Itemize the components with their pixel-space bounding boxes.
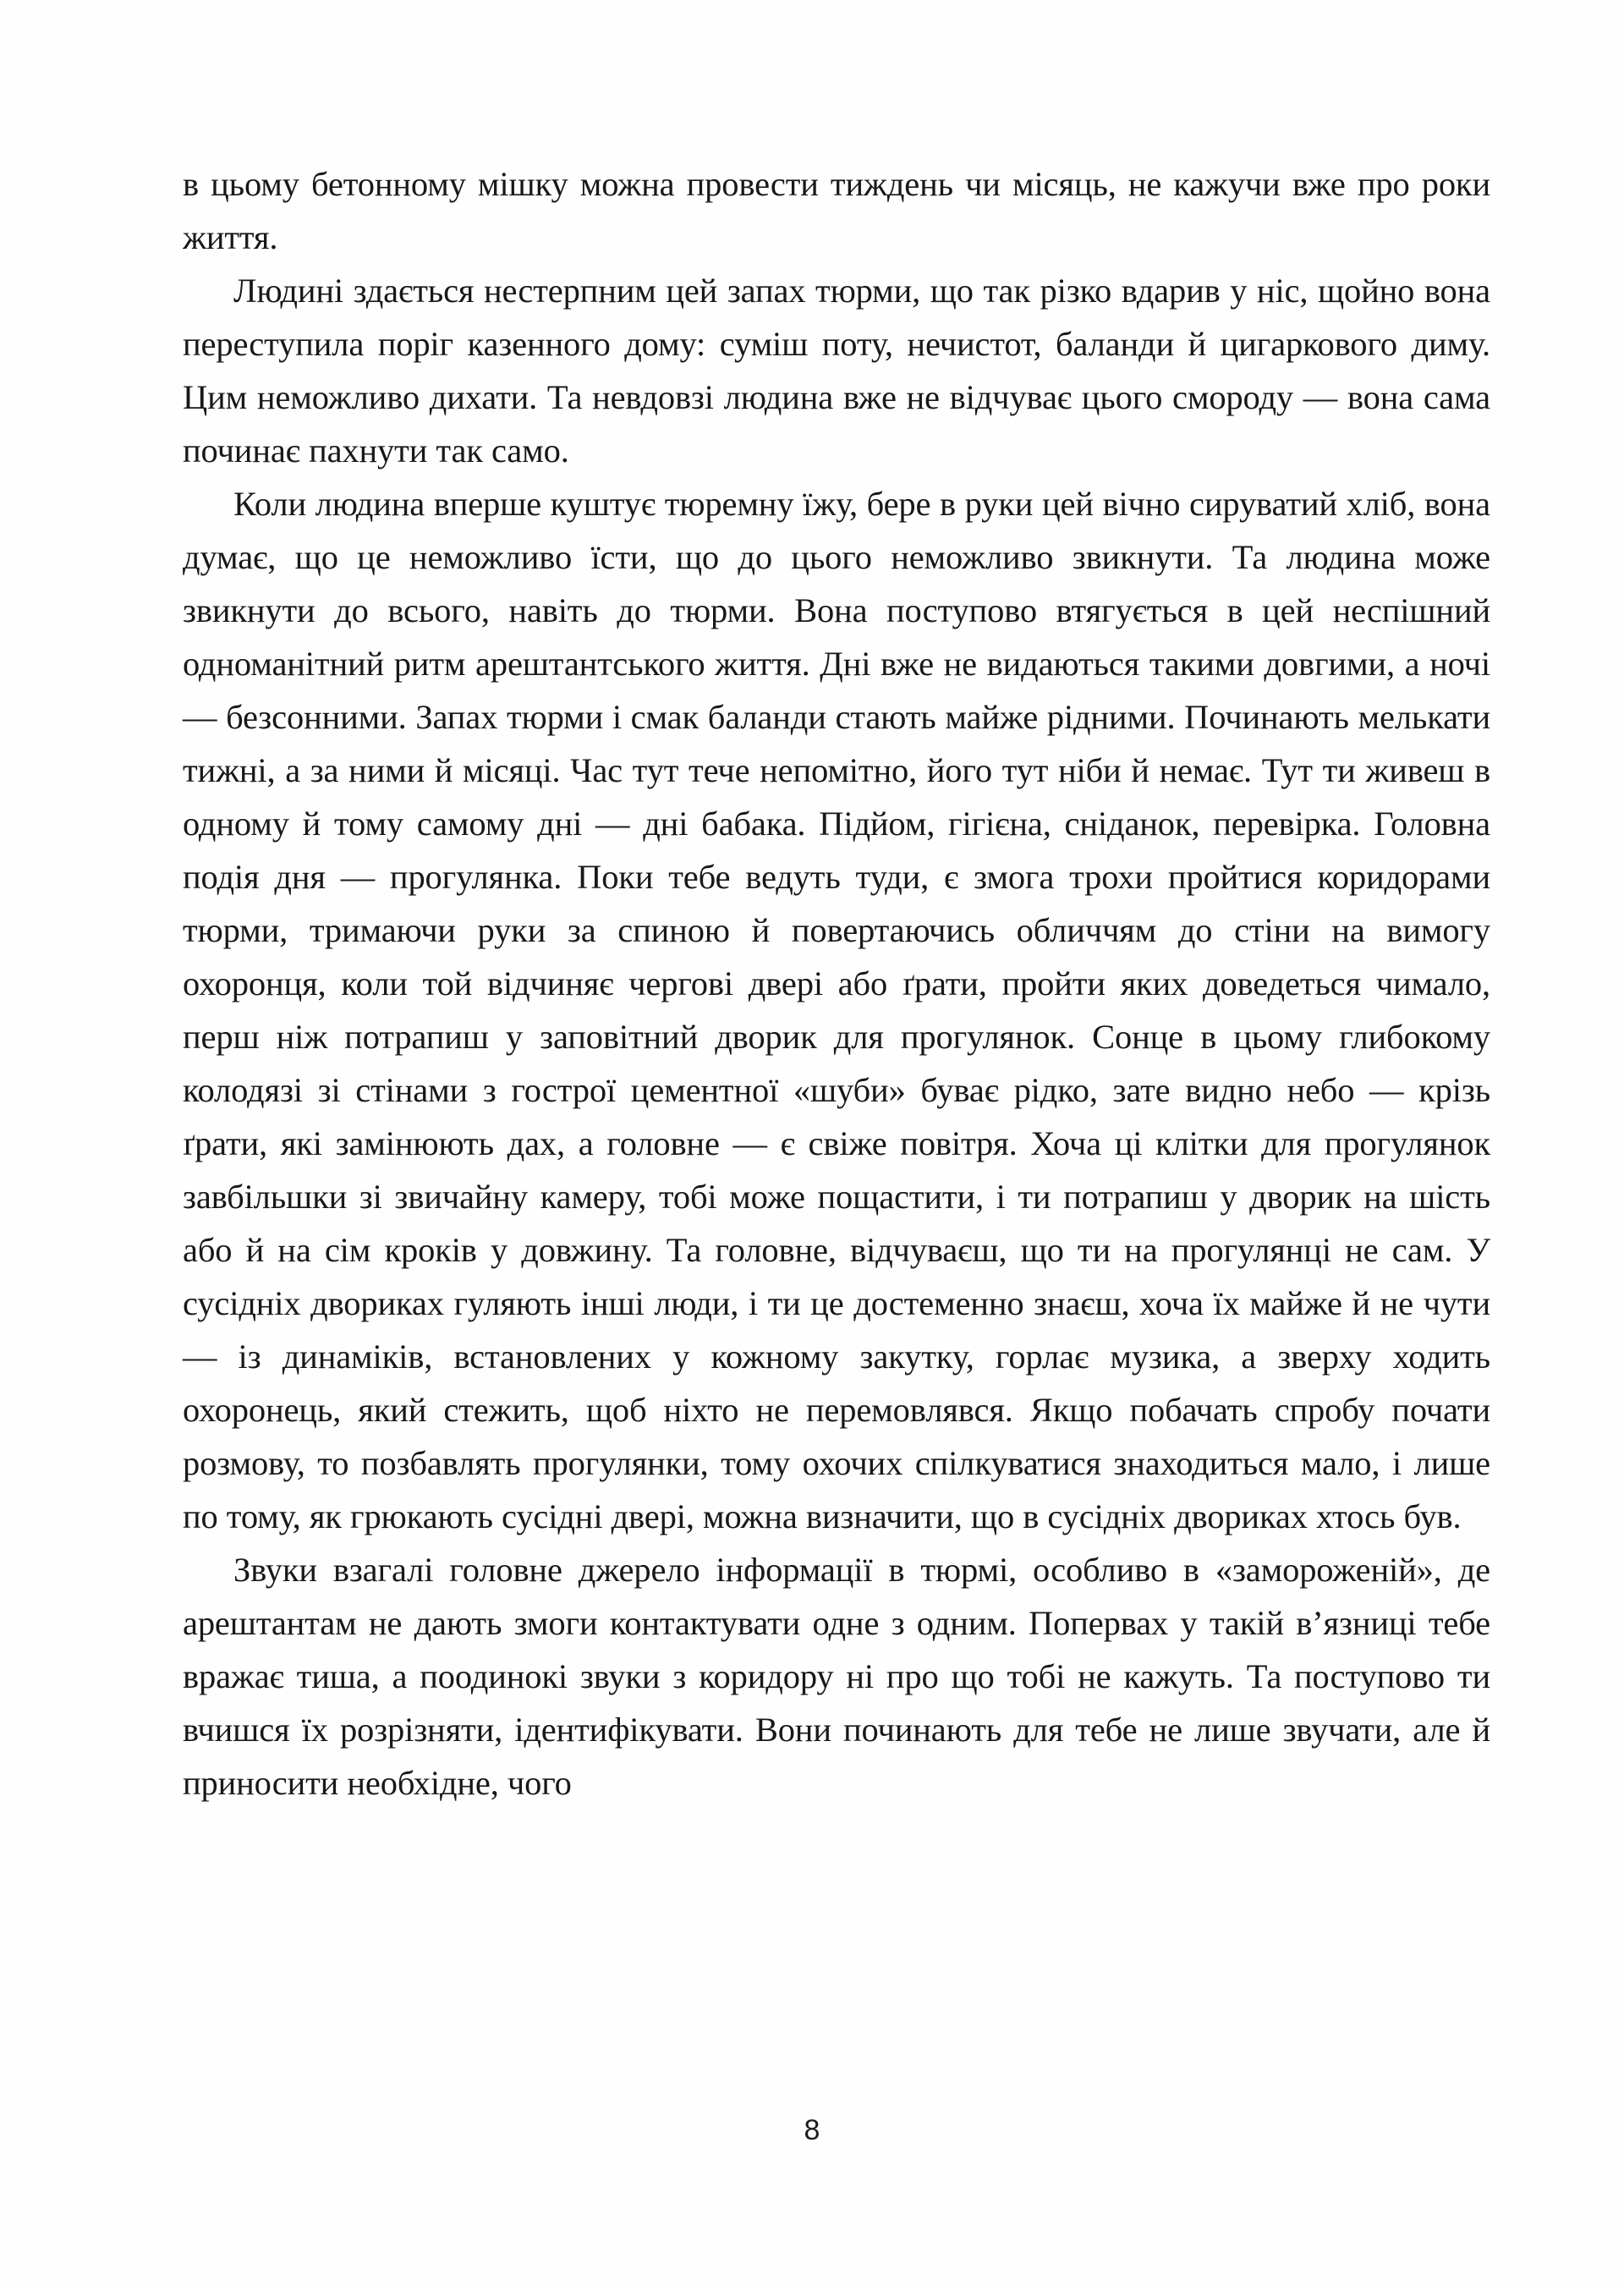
page-text-block [183, 157, 1490, 1810]
paragraph-prison-routine: Коли людина вперше куштує тюремну їжу, бере в руки цей вічно сируватий хліб, вона думає, що це неможливо їсти, що до цього неможливо звикнути. Та людина може звикнути до всього, навіть до тюрми. Вона поступово втягується в цей неспішний одноманітний ритм арештантського життя. Дні вже не видаються такими довгими, а ночі — безсонними. Запах тюрми і смак баланди стають майже рідними. Починають мелькати тижні, а за ними й місяці. Час тут тече непомітно, його тут ніби й немає. Тут ти живеш в одному й тому самому дні — дні бабака. Підйом, гігієна, сніданок, перевірка. Головна подія дня — прогулянка. Поки тебе ведуть туди, є змога трохи пройтися коридорами тюрми, тримаючи руки за спиною й повертаючись обличчям до стіни на вимогу охоронця, коли той відчиняє чергові двері або ґрати, пройти яких доведеться чимало, перш ніж потрапиш у заповітний дворик для прогулянок. Сонце в цьому глибокому колодязі зі стінами з гострої цементної «шуби» буває рідко, зате видно небо — крізь ґрати, які замінюють дах, а головне — є свіже повітря. Хоча ці клітки для прогулянок завбільшки зі звичайну камеру, тобі може пощастити, і ти потрапиш у дворик на шість або й на сім кроків у довжину. Та головне, відчуваєш, що ти на прогулянці не сам. У сусідніх двориках гуляють інші люди, і ти це достеменно знаєш, хоча їх майже й не чути — із динаміків, встановлених у кожному закутку, горлає музика, а зверху ходить охоронець, який стежить, щоб ніхто не перемовлявся. Якщо побачать спробу почати розмову, то позбавлять прогулянки, тому охочих спілкуватися знаходиться мало, і лише по тому, як грюкають сусідні двері, можна визначити, що в сусідніх двориках хтось був. [183, 485, 1490, 1535]
page-number: 8 [804, 2114, 820, 2146]
paragraph-sounds: Звуки взагалі головне джерело інформації в тюрмі, особливо в «замороженій», де арештантам не дають змоги контактувати одне з одним. Попервах у такій в’язниці тебе вражає тиша, а поодинокі звуки з коридору ні про що тобі не кажуть. Та поступово ти вчишся їх розрізняти, ідентифікувати. Вони починають для тебе не лише звучати, але й приносити необхідне, чого [183, 1551, 1490, 1802]
paragraph-smell-of-prison: Людині здається нестерпним цей запах тюрми, що так різко вдарив у ніс, щойно вона переступила поріг казенного дому: суміш поту, нечистот, баланди й цигаркового диму. Цим неможливо дихати. Та невдовзі людина вже не відчуває цього смороду — вона сама починає пахнути так само. [183, 272, 1490, 470]
paragraph-continuation: в цьому бетонному мішку можна провести тиждень чи місяць, не кажучи вже про роки життя. [183, 165, 1490, 256]
